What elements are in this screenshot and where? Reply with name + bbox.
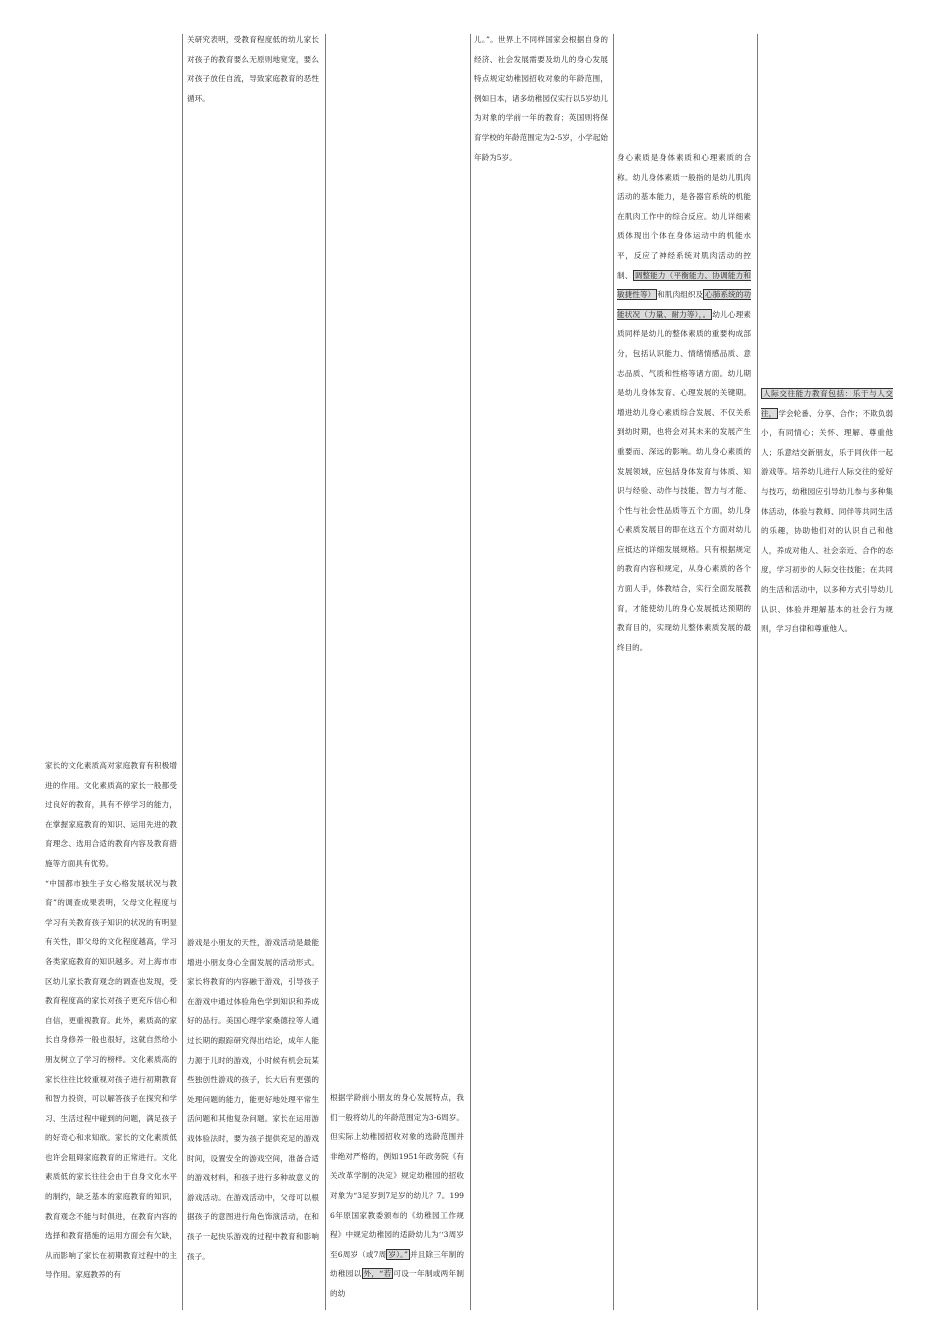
- text-block-parent-cultural-quality: [45, 756, 177, 1285]
- paragraph: 家长的文化素质高对家庭教育有积极增进的作用。文化素质高的家长一般都受过良好的教育，具有不停学习的能力，在掌握家庭教育的知识、运用先进的教育理念、选用合适的教育内容及教育措施等方面具有优势。: [45, 761, 177, 868]
- text-run: 可设一年制或两年制的幼: [330, 1269, 465, 1298]
- text-block-kindergarten-age-range: [330, 1088, 464, 1304]
- text-run: 并且除三年制的幼稚园以: [330, 1249, 464, 1279]
- column-divider: [470, 34, 471, 1310]
- paragraph: “中国都市独生子女心格发展状况与教育”的调查成果表明，父母文化程度与学习有关教育孩子知识的状况的有明显有关性，即父母的文化程度越高，学习各类家庭教育的知识越多。对上海市市区幼儿家长教育观念的调查也发现，受教育程度高的家长对孩子更充斥信心和自信，更重视教育。此外，素质高的家长自身修养一般也很好，这就自然给小朋友树立了学习的榜样。文化素质高的家长往往比较重视对孩子进行初期教育和智力投资，可以解答孩子在探究和学习、生活过程中碰到的问题，满足孩子的好奇心和求知欲。家长的文化素质低也许会阻碍家庭教育的正常进行。文化素质低的家长往往会由于自身文化水平的制约，缺乏基本的家庭教育的知识，教育观念不能与时俱进，在教育内容的选择和教育措施的运用方面会有欠缺，从而影响了家长在初期教育过程中的主导作用。家庭教养的有: [45, 878, 177, 1280]
- text-block-game-experience: [187, 933, 319, 1266]
- text-block-interpersonal-skills: [761, 384, 893, 639]
- column-divider: [613, 34, 614, 1310]
- text-block-kindergarten-age-international: [474, 30, 608, 167]
- highlighted-text: 外，“若: [363, 1269, 392, 1279]
- paragraph: [761, 384, 893, 639]
- paragraph: 儿。”。世界上不同样国家会根据自身的经济、社会发展需要及幼儿的身心发展特点规定幼稚园招收对象的年龄范围，例如日本，诸多幼稚园仅实行以5岁幼儿为对象的学前一年的教育；英国则将保育学校的年龄范围定为2-5岁，小学起始年龄为5岁。: [474, 35, 608, 162]
- paragraph: 游戏是小朋友的天性，游戏活动是最能增进小朋友身心全面发展的活动形式。家长将教育的内容融于游戏，引导孩子在游戏中通过体验角色学到知识和养成好的品行。美国心理学家桑德拉等人通过长期的跟踪研究得出结论，成年人能力源于儿时的游戏，小时候有机会玩某些独创性游戏的孩子，长大后有更强的处理问题的能力，能更好地处理平常生活问题和其他复杂问题。家长在运用游戏体验法时，要为孩子提供充足的游戏时间，设置安全的游戏空间，准备合适的游戏材料，和孩子进行多种故意义的游戏活动。在游戏活动中，父母可以根据孩子的意图进行角色饰演活动，在和孩子一起快乐游戏的过程中教育和影响孩子。: [187, 938, 319, 1261]
- text-block-family-education-cycle: [187, 30, 319, 108]
- column-divider: [182, 34, 183, 1310]
- highlighted-text: 心肺系统的功能状况（力量、耐力等），。: [617, 290, 752, 319]
- paragraph: [330, 1088, 464, 1304]
- text-run: 幼儿心理素质同样是幼儿的整体素质的重要构成部分，包括认识能力、情绪情感品质、意志品质、气质和性格等诸方面。幼儿期是幼儿身体发育、心理发展的关键期。增进幼儿身心素质综合发展、不仅关系到幼时期，也将会对其未来的发展产生重要而、深远的影响。幼儿身心素质的发展领域，应包括身体发育与体质、知识与经验、动作与技能、智力与才能、个性与社会性品质等五个方面，幼儿身心素质发展目的即在这五个方面对幼儿应抵达的详细发展规格。只有根据规定的教育内容和规定，从身心素质的各个方面人手，体教结合，实行全面发展教育，才能使幼儿的身心发展抵达预期的教育目的，实现幼儿整体素质发展的最终目的。: [617, 309, 751, 652]
- paragraph: [617, 148, 751, 657]
- highlighted-text: 人际交往能力教育包括：乐于与人交往，: [761, 389, 893, 418]
- text-run: 根据学龄前小朋友的身心发展特点，我们一般将幼儿的年龄范围定为3-6周岁。但实际上幼稚园招收对象的选龄范围并非绝对严格的，例如1951年政务院《有关改革学制的决定》规定幼稚园的招收对象为“3足岁到7足岁的幼儿？7。1996年原国家教委颁布的《幼稚园工作规程》中规定幼稚园的适龄幼儿为‘‘3周岁至6周岁（或7周: [330, 1093, 464, 1259]
- column-divider: [757, 34, 758, 1310]
- text-run: 身心素质是身体素质和心理素质的合称。幼儿身体素质一般指的是幼儿肌肉活动的基本能力，是各器官系统的机能在肌肉工作中的综合反应。幼儿详细素质体现出个体在身体运动中的机能水平，反应了神经系统对肌肉活动的控制、: [617, 153, 751, 280]
- highlighted-text: 岁）。”: [388, 1249, 408, 1259]
- text-run: 学会轮番、分享、合作；不欺负弱小，有同情心；关怀、理解、尊重他人；乐意结交新朋友，乐于同伙伴一起游戏等。培养幼儿进行人际交往的爱好与技巧，幼稚园应引导幼儿参与多种集体活动，体验与教师、同伴等共同生活的乐趣，协助他们对的认识自己和他人，养成对他人、社会亲近、合作的态度，学习初步的人际交往技能；在共同的生活和活动中，以多种方式引导幼儿认识、体验并理解基本的社会行为规则，学习自律和尊重他人。: [761, 408, 894, 634]
- column-divider: [325, 34, 326, 1310]
- highlighted-text: 调整能力（平衡能力、协调能力和敏捷性等）: [617, 270, 752, 300]
- text-block-physical-mental-quality: [617, 148, 751, 657]
- paragraph: 关研究表明，受教育程度低的幼儿家长对孩子的教育要么无原则地宽宠，要么对孩子放任自流，导致家庭教育的恶性循环。: [187, 35, 319, 103]
- text-run: 和肌肉组织及: [657, 290, 704, 300]
